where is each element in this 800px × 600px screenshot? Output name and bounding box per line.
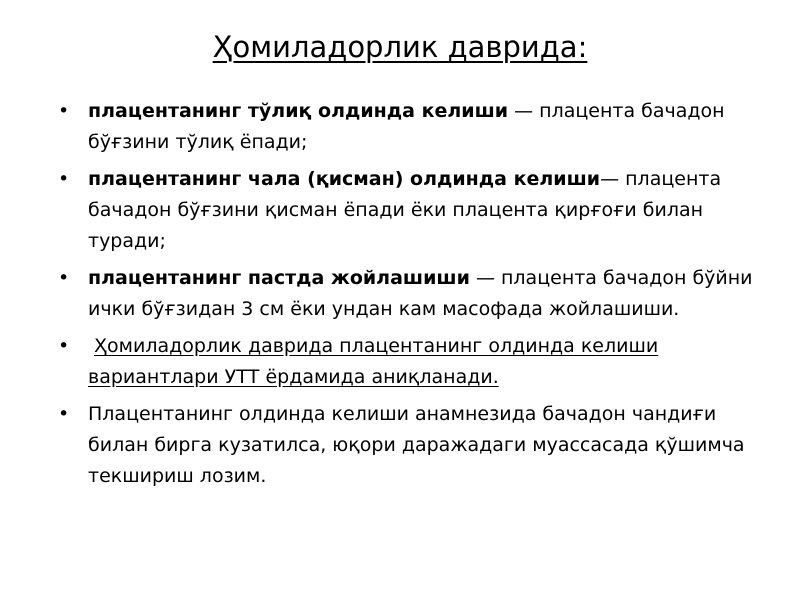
bullet-dot: • <box>58 267 70 289</box>
bullet-dot: • <box>58 335 70 357</box>
bullet-dot: • <box>58 168 70 190</box>
bullet-bold-term: плацентанинг пастда жойлашиши <box>88 267 470 289</box>
bullet-bold-term: плацентанинг тўлиқ олдинда келиши <box>88 100 509 122</box>
title-container <box>0 30 800 64</box>
bullet-bold-term: плацентанинг чала (қисман) олдинда келиши <box>88 168 601 190</box>
bullet-item-5 <box>58 399 758 492</box>
bullet-item-2 <box>58 164 758 257</box>
bullet-dot: • <box>58 100 70 122</box>
bullet-list <box>58 96 758 498</box>
bullet-text: — плацента бачадон бўйни ички бўғзидан 3 см ёки ундан кам масофада жойлашиши. <box>88 267 753 320</box>
bullet-item-1 <box>58 96 758 158</box>
bullet-text: Плацентанинг олдинда келиши анамнезида бачадон чандиғи билан бирга кузатилса, юқори даражадаги муассасада қўшимча текшириш лозим. <box>88 403 745 487</box>
bullet-item-3 <box>58 263 758 325</box>
bullet-text: — плацента бачадон бўғзини тўлиқ ёпади; <box>88 100 725 153</box>
bullet-text-underlined: Ҳомиладорлик даврида плацентанинг олдинда келиши вариантлари УТТ ёрдамида аниқланади. <box>88 335 659 388</box>
bullet-text: — плацента бачадон бўғзини қисман ёпади ёки плацента қирғоғи билан туради; <box>88 168 722 252</box>
bullet-item-4 <box>58 331 758 393</box>
slide-title: Ҳомиладорлик даврида: <box>212 30 588 64</box>
bullet-dot: • <box>58 403 70 425</box>
